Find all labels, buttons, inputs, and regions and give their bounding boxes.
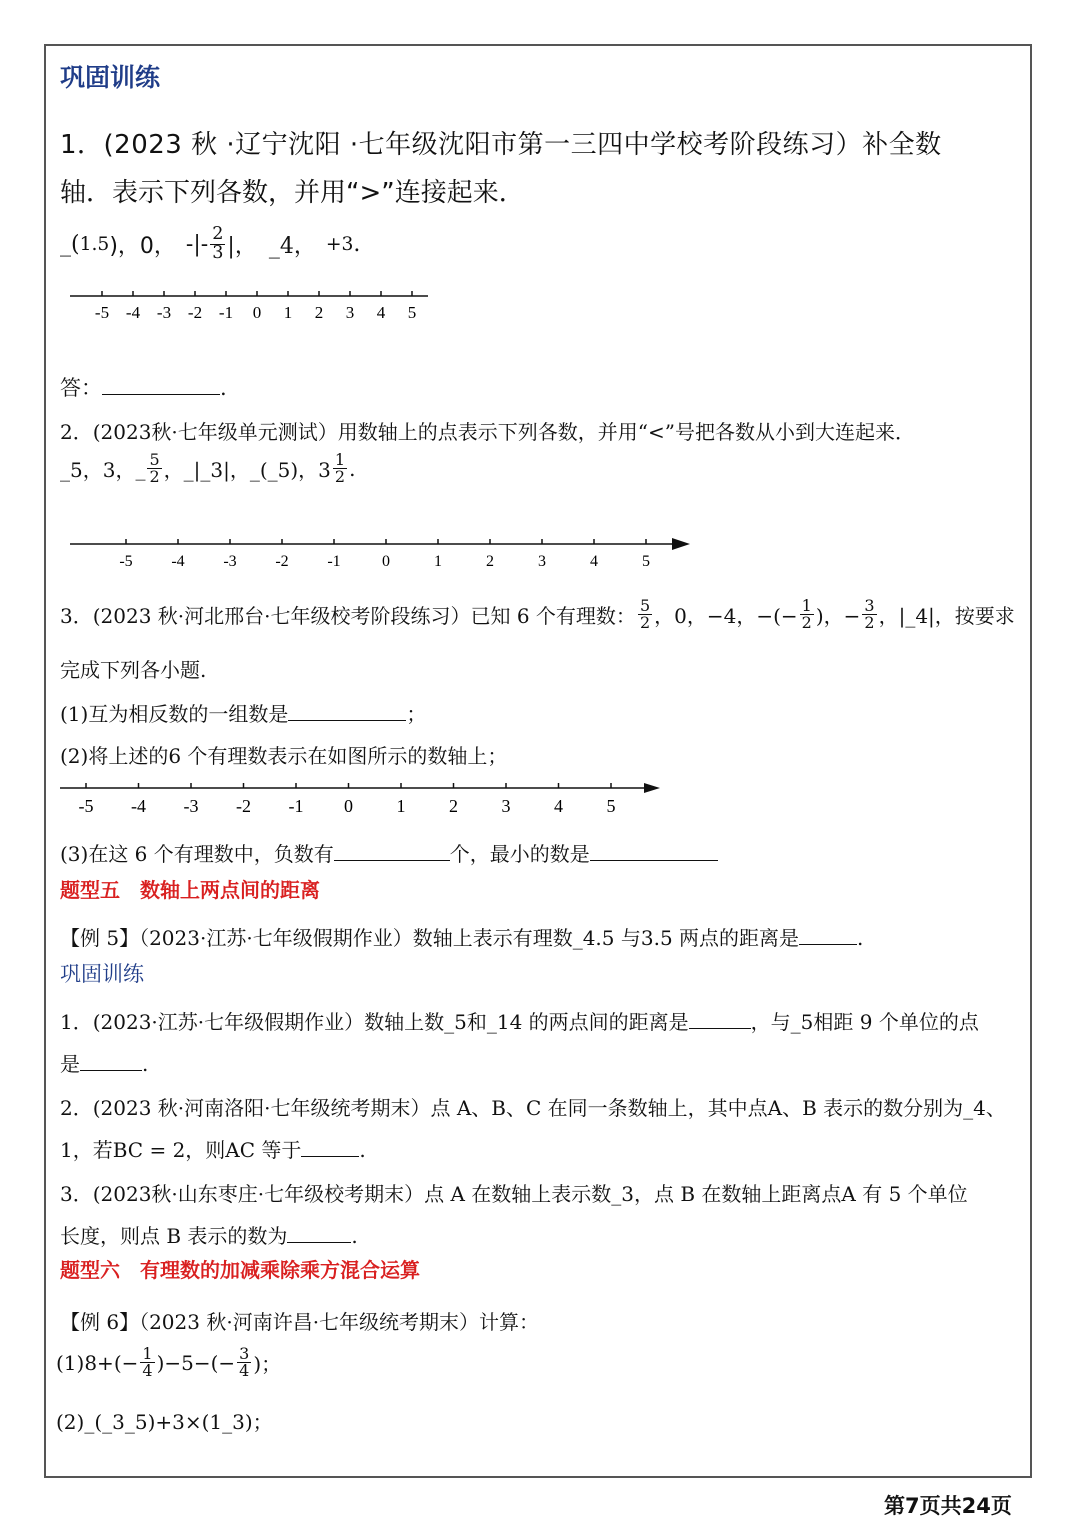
tick-label: -1	[218, 303, 234, 322]
tick-label: -1	[327, 553, 341, 570]
p3-frac-1-den: 2	[639, 613, 651, 632]
tick-label: 5	[407, 303, 417, 322]
answer-label: 答：	[60, 376, 102, 400]
p3-line-1-tail-2: )，−	[815, 604, 861, 628]
q5-2-line-1: 2．(2023 秋·河南洛阳·七年级统考期末）点 A、B、C 在同一条数轴上，其中点A、B 表示的数分别为_4、	[60, 1096, 1006, 1120]
q5-1-text-b: ，与_5相距 9 个单位的点	[750, 1010, 979, 1034]
p3-q3-text-a: (3)在这 6 个有理数中，负数有	[60, 842, 334, 866]
tick-label: -1	[288, 796, 304, 816]
p2-number-4-numerator: 1	[334, 450, 346, 469]
q5-3-line-1: 3．(2023秋·山东枣庄·七年级校考期末）点 A 在数轴上表示数_3，点 B 在数轴上距离点A 有 5 个单位	[60, 1182, 968, 1206]
p2-number-1: _5，3，	[60, 458, 136, 482]
q5-3-end: .	[351, 1224, 358, 1248]
tick-label: 4	[554, 796, 563, 816]
p3-q1-text: (1)互为相反数的一组数是	[60, 702, 289, 726]
q5-1-text-c: 是	[60, 1052, 80, 1076]
section-heading-2: 巩固训练	[60, 962, 144, 986]
number-b-denominator: 3	[212, 242, 224, 263]
tick-label: 2	[314, 303, 324, 322]
example-6: 【例 6】（2023 秋·河南许昌·七年级统考期末）计算：	[60, 1310, 540, 1334]
q5-1-end: .	[142, 1052, 149, 1076]
q5-2-end: .	[359, 1138, 366, 1162]
number-line-3	[60, 776, 670, 820]
example-5	[60, 922, 863, 951]
q5-3-text-b: 长度，则点 B 表示的数为	[60, 1224, 288, 1248]
answer-blank	[102, 373, 220, 395]
calc-1-frac-2-den: 4	[239, 1361, 250, 1380]
tick-label: 1	[396, 796, 406, 816]
problem-1-numbers	[60, 226, 360, 262]
problem-1-line-2: 轴．表示下列各数，并用“>”连接起来．	[60, 178, 525, 208]
tick-label: 0	[382, 553, 390, 570]
p3-frac-3-den: 2	[864, 613, 875, 632]
number-d-suffix: .	[353, 231, 361, 257]
problem-1-line-1: 1．(2023 秋 ·辽宁沈阳 ·七年级沈阳市第一三四中学校考阶段练习）补全数	[60, 130, 942, 160]
tick-label: 1	[434, 553, 442, 570]
tick-label: 4	[590, 553, 598, 570]
p3-frac-1-num: 5	[639, 596, 651, 615]
example-5-text: 【例 5】（2023·江苏·七年级假期作业）数轴上表示有理数_4.5 与3.5 两点的距离是	[60, 926, 800, 950]
calculation-2: (2)_(_3_5)+3×(1_3)；	[56, 1410, 273, 1434]
number-b-prefix: -|-	[185, 231, 209, 257]
tick-label: -2	[187, 303, 203, 322]
problem-3-q1	[60, 698, 426, 727]
tick-label: 0	[252, 303, 262, 322]
calculation-1	[56, 1346, 281, 1379]
problem-3-line-2: 完成下列各小题.	[60, 658, 207, 682]
tick-label: 1	[283, 303, 293, 322]
calc-1-frac-1-num: 1	[142, 1344, 153, 1363]
tick-label: -5	[94, 303, 110, 322]
number-c: _4，	[268, 233, 316, 259]
q5-1-blank-1	[689, 1008, 751, 1029]
p2-number-2-denominator: 2	[149, 467, 160, 486]
tick-label: 0	[344, 796, 353, 816]
tick-label: -4	[131, 796, 146, 816]
q5-2-line-2	[60, 1134, 366, 1163]
p3-line-1-tail-3: ，|_4|，按要求	[878, 604, 1015, 628]
tick-label: -4	[171, 553, 185, 570]
problem-3-q2: (2)将上述的6 个有理数表示在如图所示的数轴上；	[60, 744, 508, 768]
number-b-numerator: 2	[212, 224, 224, 244]
calc-1-frac-2-num: 3	[239, 1344, 250, 1363]
p3-q3-blank-2	[590, 840, 718, 861]
number-a-suffix: )，0，	[109, 233, 176, 259]
tick-label: -3	[183, 796, 199, 816]
p3-q3-blank-1	[334, 840, 450, 861]
number-a-value: 1.5	[79, 233, 110, 255]
answer-row	[60, 372, 227, 402]
number-b-suffix: |，	[227, 233, 257, 259]
q5-3-line-2	[60, 1220, 358, 1249]
p3-q1-blank	[288, 700, 406, 721]
q5-1-blank-2	[80, 1050, 142, 1071]
q5-2-blank	[301, 1136, 359, 1157]
q5-1-line-2	[60, 1048, 148, 1077]
tick-label: -2	[236, 796, 251, 816]
number-line-2	[60, 530, 700, 574]
p3-q3-text-b: 个，最小的数是	[449, 842, 590, 866]
tick-label: -2	[275, 553, 289, 570]
problem-3-q3	[60, 838, 718, 867]
tick-label: 3	[501, 796, 511, 816]
number-a-prefix: _(	[60, 231, 80, 257]
p3-line-1-tail: ，0，−4，−(−	[654, 604, 798, 628]
q5-1-text-a: 1．(2023·江苏·七年级假期作业）数轴上数_5和_14 的两点间的距离是	[60, 1010, 689, 1034]
problem-3-line-1	[60, 598, 1015, 631]
p2-number-2-numerator: 5	[149, 450, 160, 469]
page-number: 第7页共24页	[884, 1494, 1012, 1518]
problem-2-numbers	[60, 452, 355, 485]
tick-label: 2	[486, 553, 494, 570]
tick-label: -3	[156, 303, 172, 322]
tick-label: -4	[125, 303, 141, 322]
tick-label: 5	[606, 796, 616, 816]
calc-1-middle: )−5−(−	[156, 1350, 236, 1375]
tick-label: -5	[119, 553, 133, 570]
number-line-1	[60, 284, 440, 328]
p3-line-1-text: 3．(2023 秋·河北邢台·七年级校考阶段练习）已知 6 个有理数：	[60, 604, 636, 628]
example-5-end: .	[857, 926, 864, 950]
tick-label: -3	[223, 553, 237, 570]
p3-frac-2-den: 2	[801, 613, 812, 632]
tick-label: 2	[449, 796, 458, 816]
tick-label: -5	[78, 796, 94, 816]
calc-1-frac-1-den: 4	[142, 1361, 153, 1380]
number-d: +3	[325, 233, 354, 255]
problem-2-text: 2．(2023秋·七年级单元测试）用数轴上的点表示下列各数，并用“<”号把各数从小到大连起来．	[60, 420, 915, 444]
p3-frac-3-num: 3	[864, 596, 875, 615]
p3-q1-end: ；	[406, 702, 427, 726]
p2-number-3: ，_|_3|，_(_5)，3	[163, 458, 331, 482]
answer-end: .	[220, 376, 227, 400]
example-5-blank	[799, 924, 857, 945]
section-heading: 巩固训练	[60, 63, 161, 92]
calc-1-prefix: (1)8+(−	[56, 1350, 139, 1375]
tick-label: 5	[642, 553, 650, 570]
p2-number-4-suffix: .	[349, 456, 356, 481]
p2-number-4-denominator: 2	[334, 467, 346, 486]
p2-number-2-prefix: _	[135, 456, 146, 481]
tick-label: 3	[538, 553, 546, 570]
p3-frac-2-num: 1	[801, 596, 812, 615]
q5-2-text-b: 1，若BC = 2，则AC 等于	[60, 1138, 302, 1162]
tick-label: 3	[345, 303, 355, 322]
type-6-heading: 题型六 有理数的加减乘除乘方混合运算	[60, 1258, 420, 1282]
calc-1-end: )；	[253, 1352, 282, 1376]
q5-3-blank	[287, 1222, 351, 1243]
type-5-heading: 题型五 数轴上两点间的距离	[60, 878, 320, 902]
tick-label: 4	[376, 303, 386, 322]
q5-1-line-1	[60, 1006, 979, 1035]
